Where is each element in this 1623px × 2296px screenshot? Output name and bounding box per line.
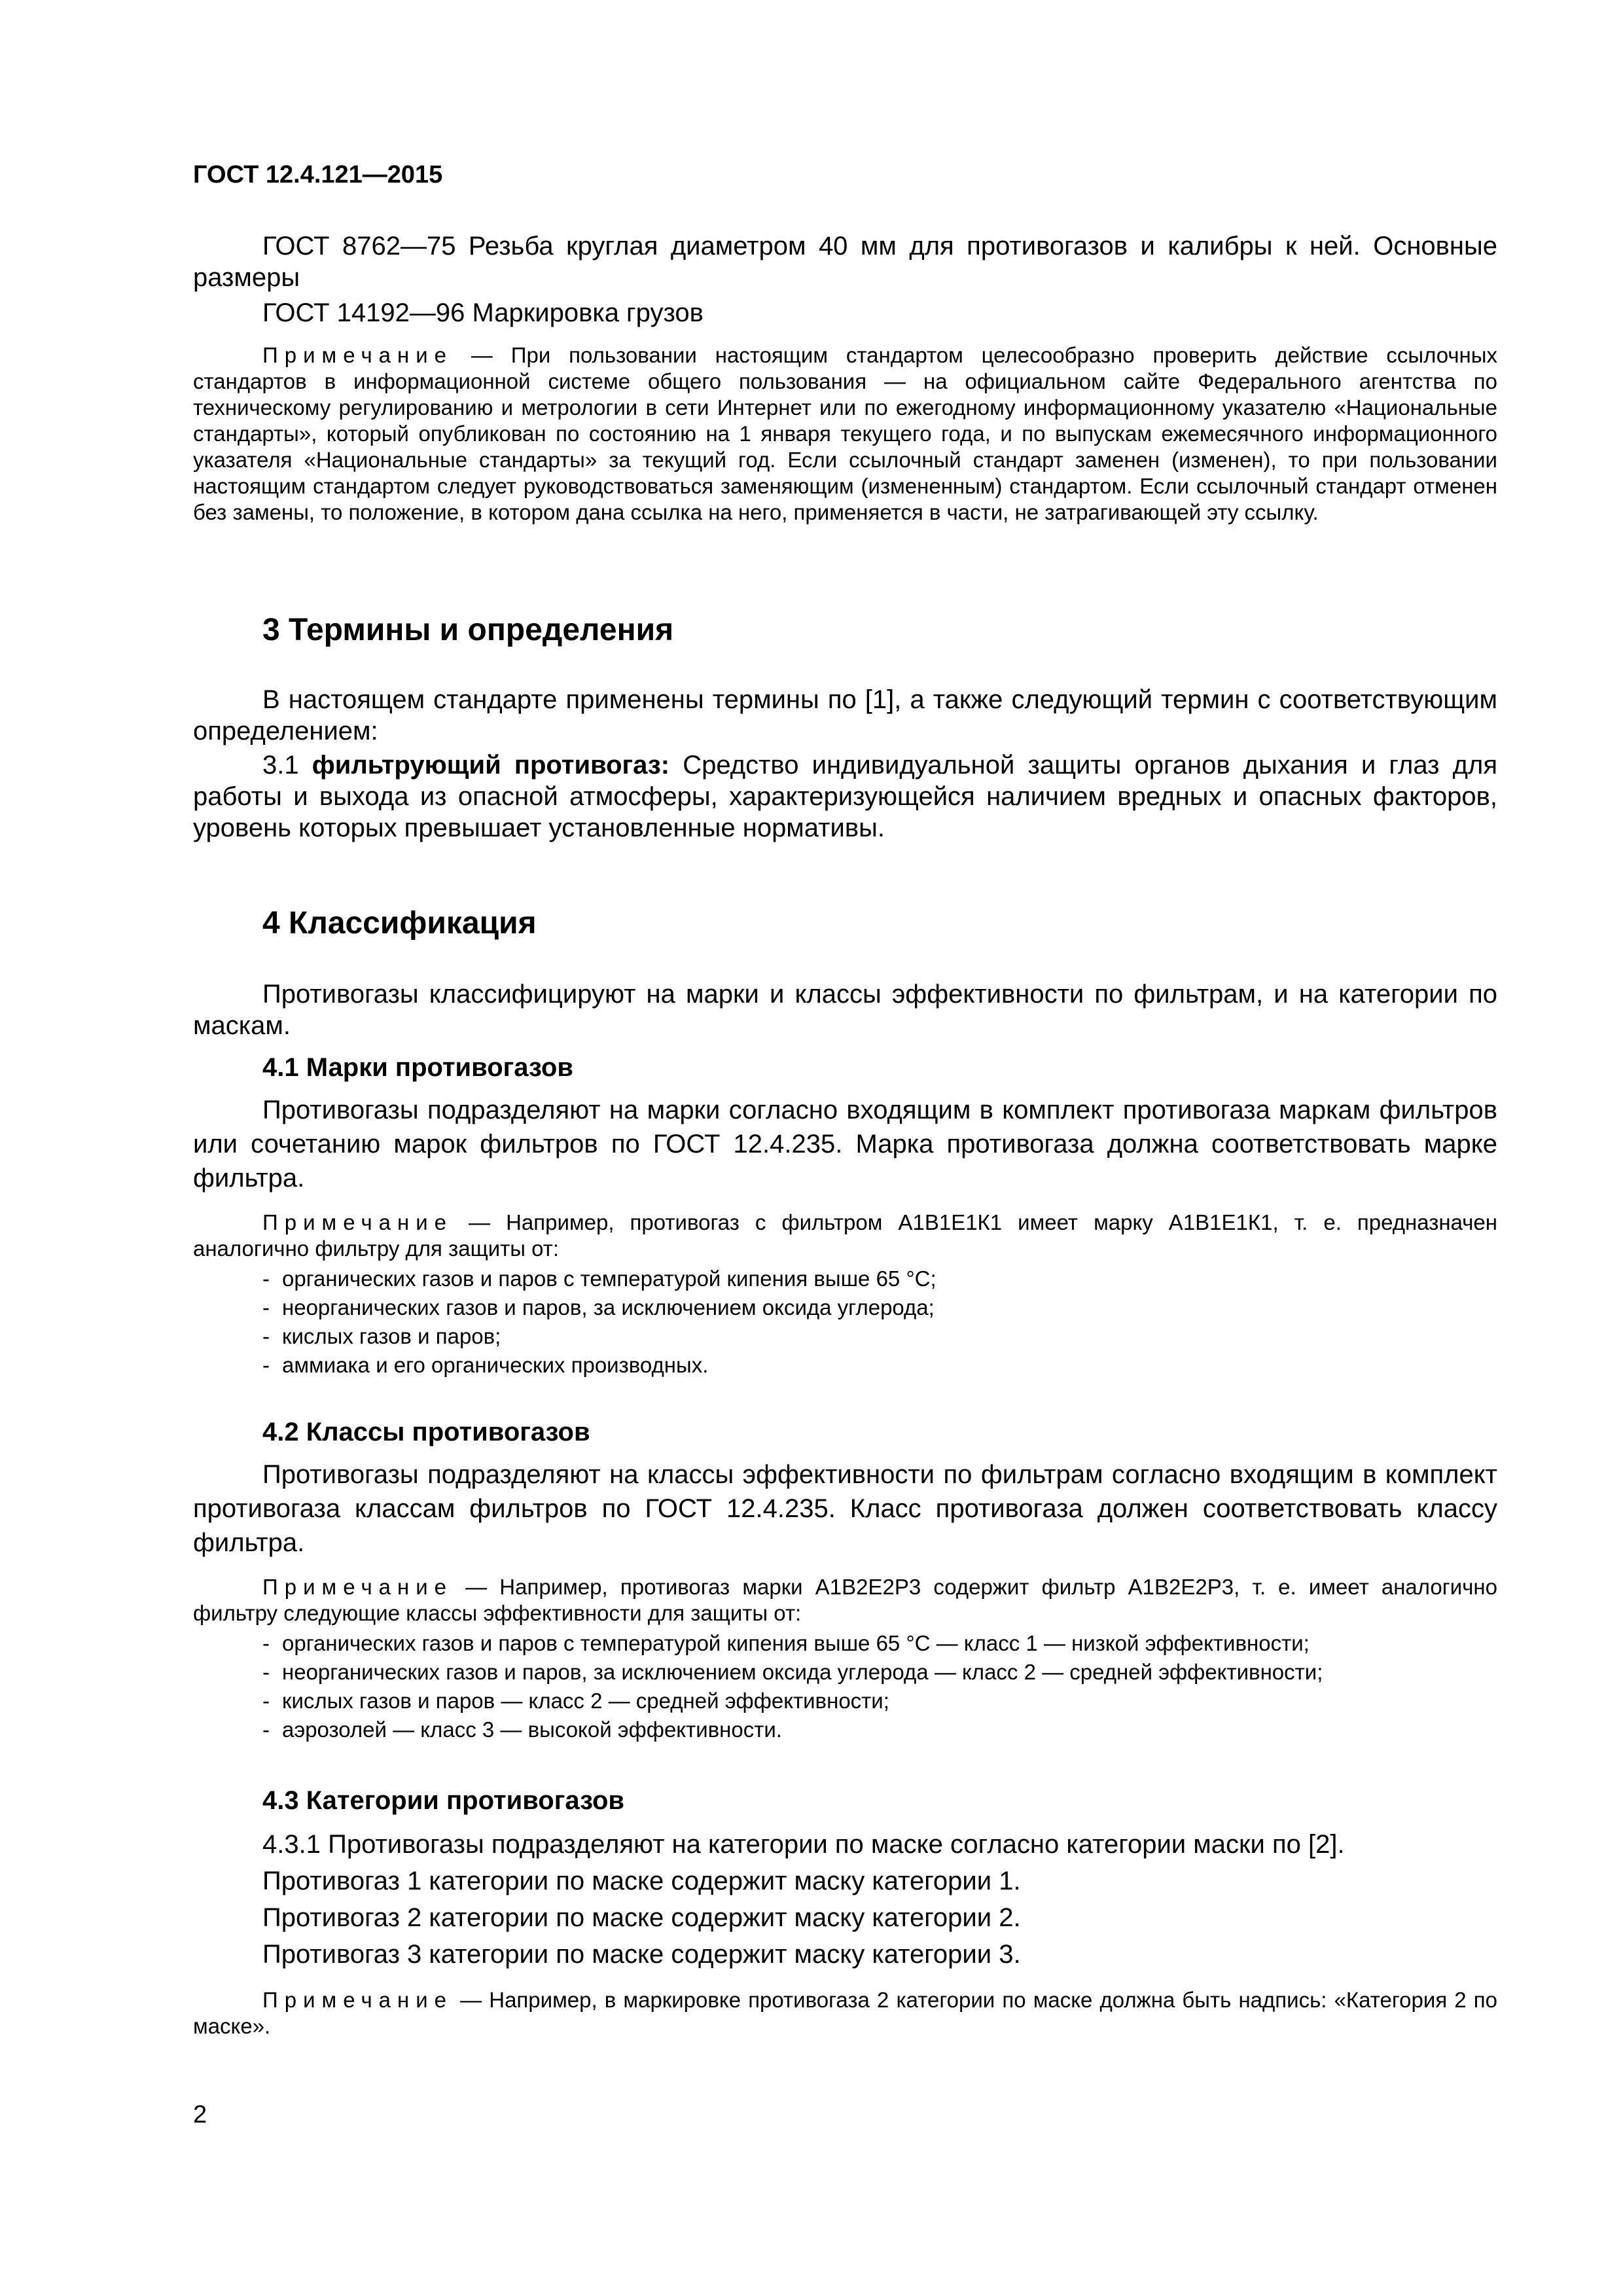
note-text: — Например, в маркировке противогаза 2 категории по маске должна быть надпись: «Категория 2 по маске». [193,1988,1497,2038]
subsection-text: Противогазы подразделяют на марки согласно входящим в комплект противогаза маркам фильтров или сочетанию марок фильтров по ГОСТ 12.4.235. Марка противогаза должна соответствовать марке фильтра. [193,1096,1497,1193]
list-item: - аэрозолей — класс 3 — высокой эффективности. [262,1715,1497,1744]
list-item: - аммиака и его органических производных. [262,1351,1497,1380]
list-item: - органических газов и паров с температурой кипения выше 65 °С; [262,1265,1497,1293]
standard-header: ГОСТ 12.4.121—2015 [193,161,443,188]
note-text: — При пользовании настоящим стандартом целесообразно проверить действие ссылочных стандартов в информационной системе общего пользования — на официальном сайте Федерального агентства по техническому регулированию и метрологии в сети Интернет или по ежегодному информационному указателю «Национальные стандарты», который опубликован по состоянию на 1 января текущего года, и по выпускам ежемесячного информационного указателя «Национальные стандарты» за текущий год. Если ссылочный стандарт заменен (изменен), то при пользовании настоящим стандартом следует руководствоваться заменяющим (измененным) стандартом. Если ссылочный стандарт отменен без замены, то положение, в котором дана ссылка на него, применяется в части, не затрагивающей эту ссылку. [193,343,1497,524]
subsection-line: Противогаз 2 категории по маске содержит маску категории 2. [262,1903,1021,1932]
subsection-4-2 [193,1416,1497,1744]
subsection-heading: 4.1 Марки противогазов [262,1053,573,1082]
references-note [193,342,1497,526]
ref-item: ГОСТ 14192—96 Маркировка грузов [262,298,704,327]
note [193,1210,1497,1262]
subsection-heading: 4.3 Категории противогазов [262,1786,625,1815]
note-label: Примечание [262,343,454,367]
term-definition [193,749,1497,844]
section-3-body [193,684,1497,844]
section-heading: 4 Классификация [262,906,537,941]
list-item: - неорганических газов и паров, за исключением оксида углерода; [262,1293,1497,1322]
dash-list [193,1265,1497,1380]
note [193,1574,1497,1626]
dash-list [193,1629,1497,1744]
term-number: 3.1 [262,751,312,780]
subsection-line: 4.3.1 Противогазы подразделяют на категории по маске согласно категории маски по [2]. [262,1830,1345,1859]
list-item: - органических газов и паров с температурой кипения выше 65 °С — класс 1 — низкой эффективности; [262,1629,1497,1658]
note-text: — Например, противогаз марки А1В2Е2Р3 содержит фильтр А1В2Е2Р3, т. е. имеет аналогично фильтру следующие классы эффективности для защиты от: [193,1575,1497,1625]
ref-item: ГОСТ 8762—75 Резьба круглая диаметром 40 мм для противогазов и калибры к ней. Основные размеры [193,232,1497,292]
note-text: — Например, противогаз с фильтром А1В1Е1К1 имеет марку А1В1Е1К1, т. е. предназначен аналогично фильтру для защиты от: [193,1210,1497,1261]
subsection-heading: 4.2 Классы противогазов [262,1418,590,1446]
subsection-text: Противогазы подразделяют на классы эффективности по фильтрам согласно входящим в комплект противогаза классам фильтров по ГОСТ 12.4.235. Класс противогаза должен соответствовать классу фильтра. [193,1460,1497,1557]
term-name: фильтрующий противогаз: [312,751,670,780]
note-label: Примечание [262,1988,454,2012]
subsection-4-1 [193,1051,1497,1380]
subsection-4-3 [193,1784,1497,2039]
section-intro: В настоящем стандарте применены термины по [1], а также следующий термин с соответствующим определением: [193,685,1497,745]
list-item: - неорганических газов и паров, за исключением оксида углерода — класс 2 — средней эффективности; [262,1658,1497,1687]
subsection-line: Противогаз 3 категории по маске содержит маску категории 3. [262,1940,1021,1969]
subsection-line: Противогаз 1 категории по маске содержит маску категории 1. [262,1867,1021,1895]
note-label: Примечание [262,1575,454,1599]
section-3 [193,611,1497,650]
list-item: - кислых газов и паров — класс 2 — средней эффективности; [262,1687,1497,1715]
page-number: 2 [193,2101,207,2128]
term-text: Средство индивидуальной защиты органов дыхания и глаз для работы и выхода из опасной атмосферы, характеризующейся наличием вредных и опасных факторов, уровень которых превышает установленные нормативы. [193,751,1498,842]
note-label: Примечание [262,1210,454,1234]
section-4-intro [193,978,1497,1041]
normative-references [193,230,1497,329]
section-intro: Противогазы классифицируют на марки и классы эффективности по фильтрам, и на категории по маскам. [193,980,1497,1040]
section-4 [193,904,1497,943]
section-heading: 3 Термины и определения [262,613,674,647]
note [193,1987,1497,2039]
list-item: - кислых газов и паров; [262,1322,1497,1351]
